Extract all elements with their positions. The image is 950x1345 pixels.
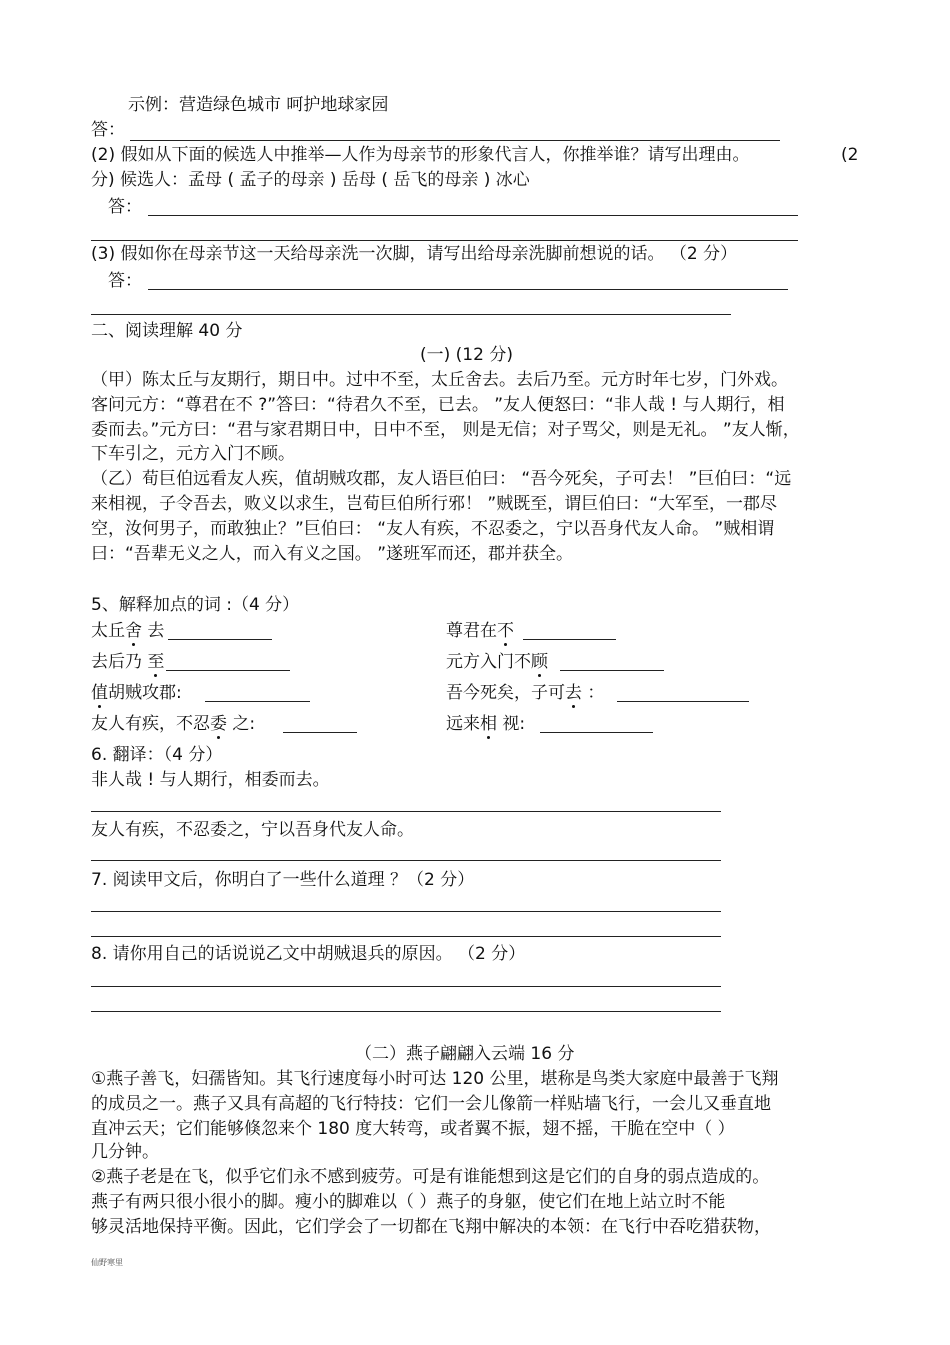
q5-blank-4[interactable] bbox=[560, 670, 664, 671]
part2-line-5: ②燕子老是在飞，似乎它们永不感到疲劳。可是有谁能想到这是它们的自身的弱点造成的。 bbox=[91, 1167, 770, 1187]
q3-text: (3) 假如你在母亲节这一天给母亲洗一次脚，请写出给母亲洗脚前想说的话。 （2 分） bbox=[91, 244, 738, 264]
q6-answer-line-1[interactable] bbox=[91, 811, 721, 812]
q8-answer-line-1[interactable] bbox=[91, 986, 721, 987]
yi-line-4: 曰：“吾辈无义之人，而入有义之国。 ”遂班军而还，郡并获全。 bbox=[91, 544, 574, 564]
q8-title: 8. 请你用自己的话说说乙文中胡贼退兵的原因。 （2 分） bbox=[91, 944, 526, 964]
q5-item-8: 远来相 视: bbox=[446, 714, 526, 734]
part2-line-4: 几分钟。 bbox=[91, 1142, 159, 1162]
part2-line-6: 燕子有两只很小很小的脚。瘦小的脚难以（ ）燕子的身躯，使它们在地上站立时不能 bbox=[91, 1192, 726, 1212]
jia-line-3: 委而去。”元方曰：“君与家君期日中，日中不至， 则是无信；对子骂父，则是无礼。 ”友人惭， bbox=[91, 420, 800, 440]
part1-title: (一) (12 分) bbox=[420, 345, 513, 365]
q5-blank-3[interactable] bbox=[166, 670, 290, 671]
part2-line-3: 直冲云天；它们能够倏忽来个 180 度大转弯，或者翼不振，翅不摇，干脆在空中（ ） bbox=[91, 1119, 735, 1139]
q5-item-1: 太丘舍 去 bbox=[91, 621, 165, 641]
part2-line-7: 够灵活地保持平衡。因此，它们学会了一切都在飞翔中解决的本领：在飞行中吞吃猎获物， bbox=[91, 1217, 771, 1237]
q3-answer-label: 答： bbox=[108, 271, 142, 291]
q5-item-2: 尊君在不 bbox=[446, 621, 514, 641]
jia-line-2: 客问元方：“尊君在不 ?”答曰：“待君久不至，已去。 ”友人便怒曰：“非人哉 ! 与人期行，相 bbox=[91, 395, 785, 415]
q5-item-4: 元方入门不顾 bbox=[446, 652, 548, 672]
q7-title: 7. 阅读甲文后，你明白了一些什么道理 ？（2 分） bbox=[91, 870, 475, 890]
q2-score: (2 bbox=[841, 145, 859, 165]
q2-answer-line-2[interactable] bbox=[91, 240, 798, 241]
answer-line[interactable] bbox=[130, 140, 780, 141]
section2-title: 二、阅读理解 40 分 bbox=[91, 321, 243, 341]
q2-answer-label: 答： bbox=[108, 197, 142, 217]
footer-note: 仙野寒里 bbox=[91, 1258, 123, 1267]
q5-item-3: 去后乃 至 bbox=[91, 652, 165, 672]
yi-line-3: 空，汝何男子，而敢独止？”巨伯曰： “友人有疾，不忍委之，宁以吾身代友人命。 ”贼相谓 bbox=[91, 519, 775, 539]
q2-candidates: 分) 候选人：孟母 ( 孟子的母亲 ) 岳母 ( 岳飞的母亲 ) 冰心 bbox=[91, 170, 530, 190]
q6-title: 6. 翻译：（4 分） bbox=[91, 745, 223, 765]
q7-answer-line-2[interactable] bbox=[91, 936, 721, 937]
q6-sentence-2: 友人有疾，不忍委之，宁以吾身代友人命。 bbox=[91, 820, 414, 840]
q5-blank-1[interactable] bbox=[168, 639, 272, 640]
q5-blank-5[interactable] bbox=[205, 701, 310, 702]
part2-line-1: ①燕子善飞，妇孺皆知。其飞行速度每小时可达 120 公里，堪称是鸟类大家庭中最善于飞翔 bbox=[91, 1069, 779, 1089]
q5-item-5: 值胡贼攻郡: bbox=[91, 683, 182, 703]
jia-line-1: （甲）陈太丘与友期行，期日中。过中不至，太丘舍去。去后乃至。元方时年七岁，门外戏。 bbox=[91, 370, 788, 390]
q6-answer-line-2[interactable] bbox=[91, 860, 721, 861]
q5-blank-2[interactable] bbox=[523, 639, 616, 640]
yi-line-2: 来相视，子令吾去，败义以求生，岂荀巨伯所行邪！ ”贼既至，谓巨伯曰：“大军至，一郡尽 bbox=[91, 494, 778, 514]
q6-sentence-1: 非人哉 ! 与人期行，相委而去。 bbox=[91, 770, 330, 790]
q5-blank-8[interactable] bbox=[540, 732, 653, 733]
part2-line-2: 的成员之一。燕子又具有高超的飞行特技：它们一会儿像箭一样贴墙飞行，一会儿又垂直地 bbox=[91, 1094, 771, 1114]
q5-item-6: 吾今死矣，子可去 ： bbox=[446, 683, 605, 703]
q3-answer-line-2[interactable] bbox=[91, 314, 731, 315]
q2-answer-line-1[interactable] bbox=[148, 215, 798, 216]
yi-line-1: （乙）荀巨伯远看友人疾，值胡贼攻郡，友人语巨伯曰： “吾今死矣，子可去！ ”巨伯曰：“远 bbox=[91, 469, 792, 489]
q5-item-7: 友人有疾，不忍委 之: bbox=[91, 714, 256, 734]
q8-answer-line-2[interactable] bbox=[91, 1011, 721, 1012]
jia-line-4: 下车引之，元方入门不顾。 bbox=[91, 444, 295, 464]
q2-text: (2) 假如从下面的候选人中推举—人作为母亲节的形象代言人，你推举谁？请写出理由。 bbox=[91, 145, 750, 165]
answer-label: 答： bbox=[91, 120, 125, 140]
q5-title: 5、解释加点的词 :（4 分） bbox=[91, 595, 300, 615]
q5-blank-6[interactable] bbox=[617, 701, 749, 702]
q3-answer-line-1[interactable] bbox=[148, 289, 788, 290]
q7-answer-line-1[interactable] bbox=[91, 911, 721, 912]
example-text: 示例：营造绿色城市 呵护地球家园 bbox=[128, 95, 389, 115]
q5-blank-7[interactable] bbox=[283, 732, 357, 733]
part2-title: （二）燕子翩翩入云端 16 分 bbox=[355, 1044, 575, 1064]
